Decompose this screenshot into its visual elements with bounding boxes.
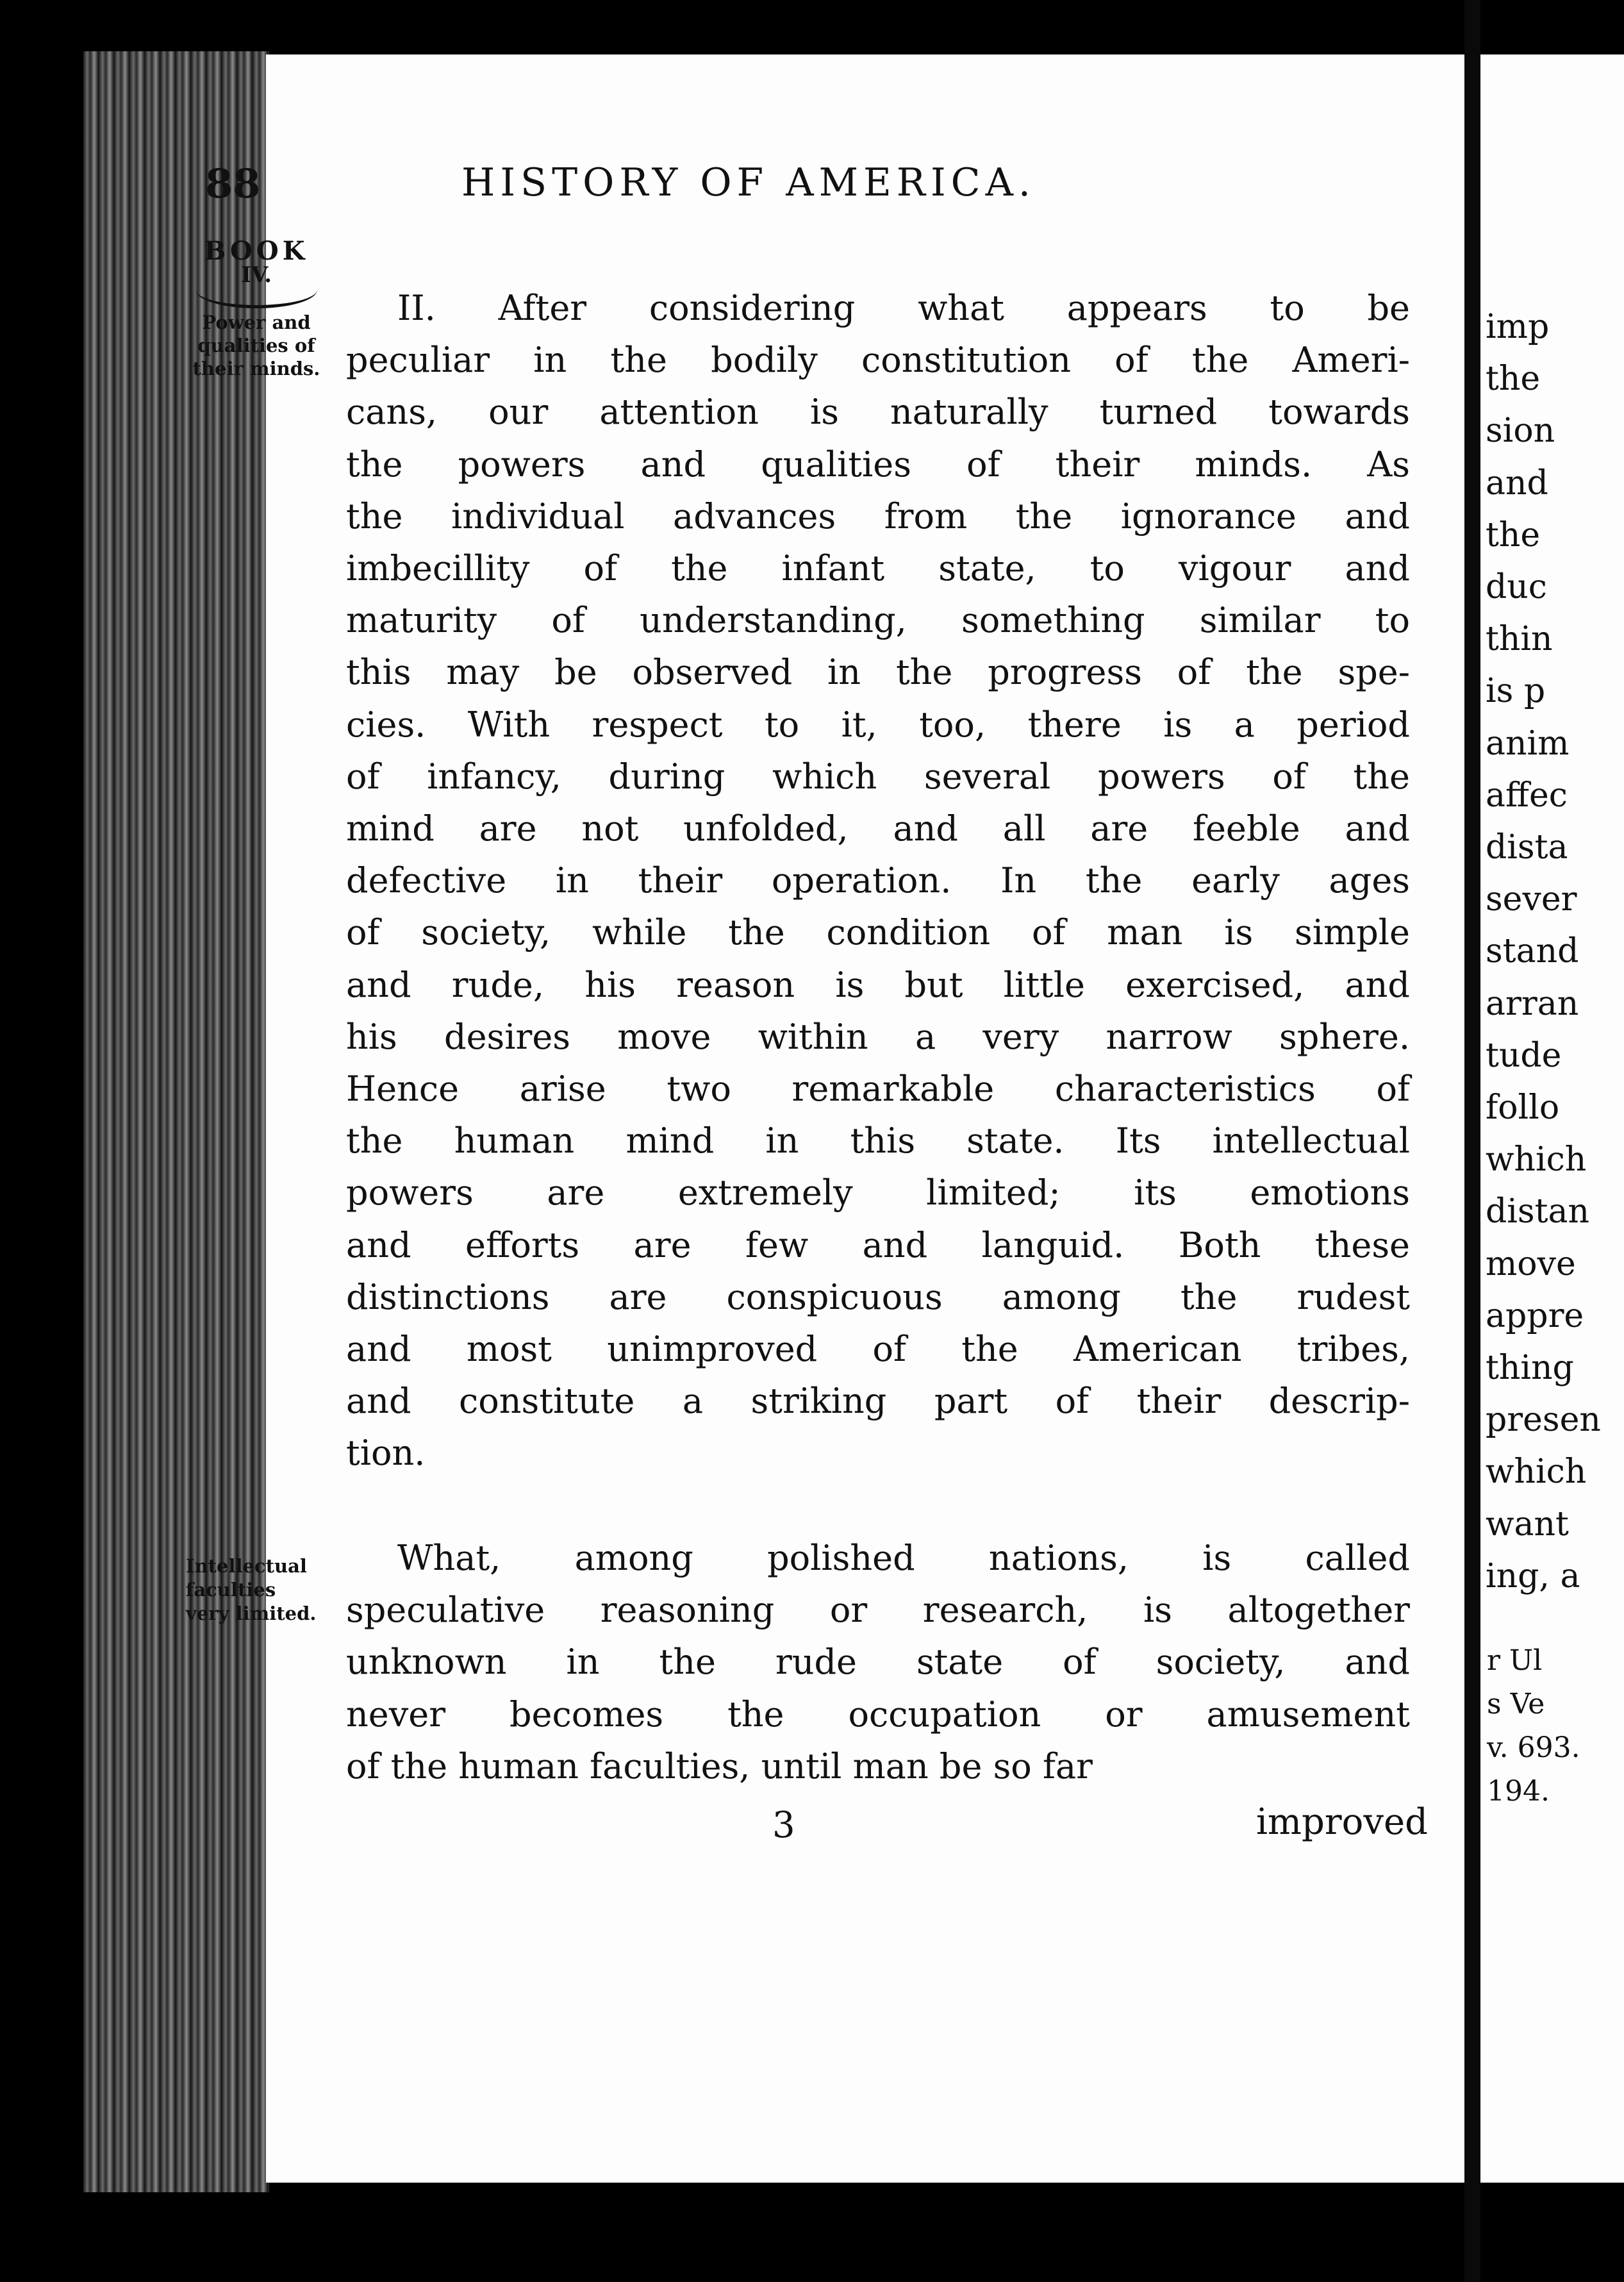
- facing-page-line: stand: [1486, 932, 1579, 971]
- book-gutter: [1464, 0, 1480, 2282]
- facing-page-line: the: [1486, 515, 1541, 554]
- facing-page-line: anim: [1486, 724, 1570, 763]
- facing-page-line: thin: [1486, 620, 1553, 659]
- facing-page-line: imp: [1486, 308, 1550, 346]
- margin-note-line: very limited.: [186, 1603, 317, 1624]
- margin-note-line: faculties: [186, 1579, 276, 1601]
- book-volume: IV.: [240, 262, 272, 288]
- facing-page-line: is p: [1486, 672, 1546, 711]
- text-line: unknown in the rude state of society, and: [346, 1642, 1410, 1683]
- text-line: Hence arise two remarkable characteristics of: [346, 1069, 1410, 1110]
- text-line: distinctions are conspicuous among the rudest: [346, 1276, 1410, 1317]
- facing-page-line: thing: [1486, 1349, 1574, 1387]
- text-line: and constitute a striking part of their descrip-: [346, 1381, 1410, 1422]
- text-line: maturity of understanding, something similar to: [346, 600, 1410, 641]
- facing-page-line: ing, a: [1486, 1556, 1580, 1595]
- facing-page-line: tude: [1486, 1036, 1562, 1075]
- text-line: his desires move within a very narrow sphere.: [346, 1016, 1410, 1057]
- facing-page-line: the: [1486, 360, 1541, 399]
- text-line: speculative reasoning or research, is altogether: [346, 1590, 1410, 1631]
- paragraph-2: [346, 1532, 1410, 1792]
- text-line: mind are not unfolded, and all are feeble and: [346, 808, 1410, 849]
- text-line: and most unimproved of the American tribes,: [346, 1329, 1410, 1370]
- page-number: 88: [205, 160, 261, 207]
- paragraph-1: [346, 282, 1410, 1479]
- facing-page-line: move: [1486, 1244, 1576, 1283]
- text-line: and rude, his reason is but little exercised, and: [346, 964, 1410, 1005]
- running-title: HISTORY OF AMERICA.: [461, 160, 1036, 205]
- text-line: tion.: [346, 1433, 426, 1474]
- facing-page-note: r Ul: [1487, 1644, 1543, 1677]
- text-line: powers are extremely limited; its emotions: [346, 1172, 1410, 1213]
- facing-page-note: s Ve: [1487, 1688, 1545, 1720]
- facing-page-note: 194.: [1487, 1775, 1550, 1808]
- text-line: this may be observed in the progress of the spe-: [346, 652, 1410, 693]
- facing-page-line: arran: [1486, 984, 1579, 1023]
- facing-page: [1480, 54, 1624, 2183]
- text-line: never becomes the occupation or amusement: [346, 1694, 1410, 1735]
- text-line: of the human faculties, until man be so far: [346, 1745, 1093, 1786]
- facing-page-line: which: [1486, 1453, 1587, 1492]
- margin-note-intellectual: [186, 1554, 333, 1626]
- facing-page-line: presen: [1486, 1401, 1601, 1440]
- brace-ornament: [195, 290, 317, 308]
- text-line: cans, our attention is naturally turned towards: [346, 392, 1410, 433]
- catchword: improved: [1256, 1801, 1428, 1843]
- text-line: peculiar in the bodily constitution of the Ameri-: [346, 340, 1410, 381]
- book-label: BOOK: [204, 236, 309, 266]
- facing-page-line: follo: [1486, 1088, 1560, 1127]
- text-line: defective in their operation. In the early ages: [346, 860, 1410, 901]
- signature-mark: 3: [772, 1804, 795, 1846]
- text-line: the powers and qualities of their minds. As: [346, 444, 1410, 485]
- text-line: of infancy, during which several powers of the: [346, 756, 1410, 797]
- facing-page-line: and: [1486, 463, 1548, 503]
- facing-page-line: appre: [1486, 1296, 1584, 1335]
- text-line: of society, while the condition of man is simple: [346, 912, 1410, 953]
- text-line: cies. With respect to it, too, there is a period: [346, 704, 1410, 745]
- facing-page-line: dista: [1486, 828, 1568, 867]
- facing-page-line: affec: [1486, 776, 1568, 815]
- margin-note-line: Intellectual: [186, 1555, 307, 1577]
- text-line: the individual advances from the ignorance and: [346, 496, 1410, 537]
- text-line: imbecillity of the infant state, to vigour and: [346, 548, 1410, 589]
- text-line: What, among polished nations, is called: [397, 1538, 1410, 1578]
- margin-note-book: [186, 238, 327, 380]
- facing-page-line: which: [1486, 1140, 1587, 1179]
- text-line: II. After considering what appears to be: [397, 288, 1410, 328]
- facing-page-line: sion: [1486, 412, 1555, 451]
- facing-page-line: sever: [1486, 880, 1577, 919]
- text-line: the human mind in this state. Its intellectual: [346, 1120, 1410, 1162]
- text-line: and efforts are few and languid. Both these: [346, 1224, 1410, 1265]
- facing-page-line: distan: [1486, 1192, 1589, 1231]
- facing-page-line: duc: [1486, 568, 1547, 606]
- margin-note-power: Power and qualities of their minds.: [192, 312, 320, 379]
- facing-page-line: want: [1486, 1504, 1569, 1544]
- facing-page-note: v. 693.: [1487, 1731, 1580, 1764]
